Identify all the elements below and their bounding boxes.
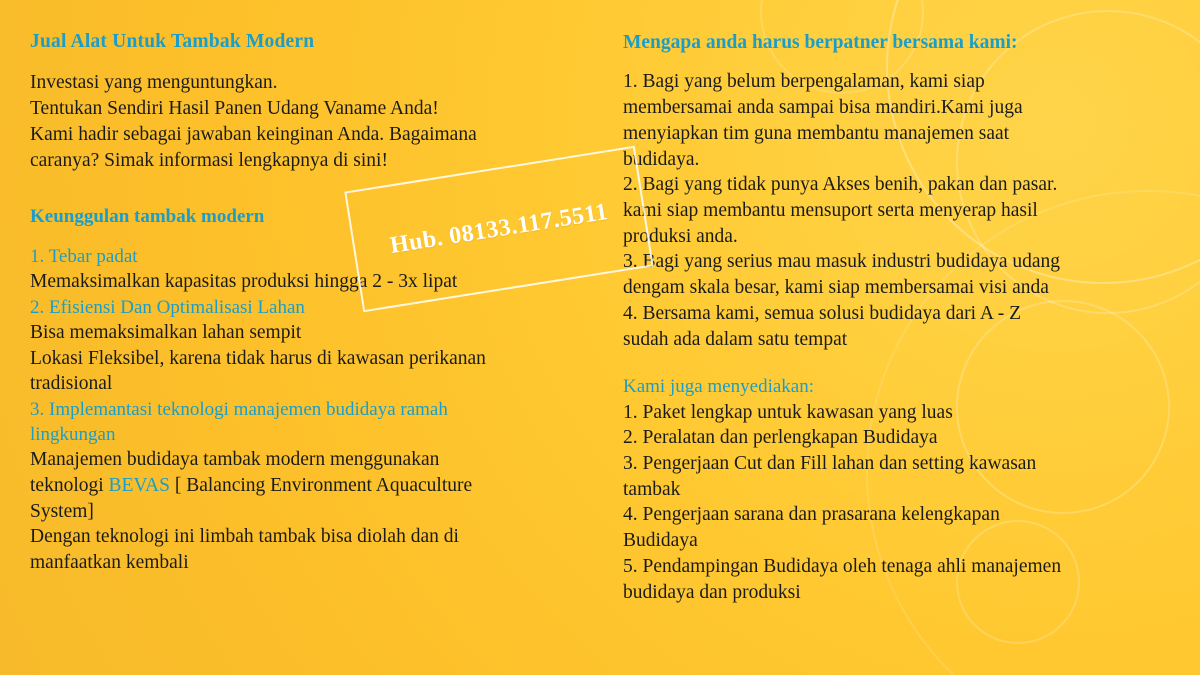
intro-line: Tentukan Sendiri Hasil Panen Udang Vaname Anda! bbox=[30, 98, 439, 120]
reason-line: kami siap membantu mensuport serta menyerap hasil bbox=[623, 200, 1038, 222]
service-line: 2. Peralatan dan perlengkapan Budidaya bbox=[623, 427, 938, 449]
point-2-line: Bisa memaksimalkan lahan sempit bbox=[30, 321, 302, 343]
services-list bbox=[623, 400, 1174, 606]
intro-paragraph bbox=[30, 70, 581, 173]
reason-line: dengam skala besar, kami siap membersamai visi anda bbox=[623, 277, 1049, 299]
service-line: tambak bbox=[623, 478, 681, 500]
left-column bbox=[30, 30, 581, 665]
point-3-tech-line bbox=[30, 473, 581, 499]
service-line: 5. Pendampingan Budidaya oleh tenaga ahli manajemen bbox=[623, 555, 1062, 577]
reason-line: 4. Bersama kami, semua solusi budidaya dari A - Z bbox=[623, 302, 1022, 324]
point-2-line: Lokasi Fleksibel, karena tidak harus di kawasan perikanan bbox=[30, 347, 486, 369]
point-3-line: Manajemen budidaya tambak modern menggunakan bbox=[30, 449, 440, 471]
service-line: 4. Pengerjaan sarana dan prasarana kelengkapan bbox=[623, 504, 1000, 526]
point-1 bbox=[30, 244, 581, 295]
point-2-label: 2. Efisiensi Dan Optimalisasi Lahan bbox=[30, 296, 305, 318]
section-title-keunggulan: Keunggulan tambak modern bbox=[30, 206, 265, 228]
reason-line: membersamai anda sampai bisa mandiri.Kami juga bbox=[623, 97, 1023, 119]
reasons-list bbox=[623, 69, 1174, 352]
section-title-menyediakan: Kami juga menyediakan: bbox=[623, 376, 814, 398]
point-3-tech-line-wrap: System] bbox=[30, 500, 94, 522]
intro-line: Investasi yang menguntungkan. bbox=[30, 72, 278, 94]
page-title: Jual Alat Untuk Tambak Modern bbox=[30, 31, 315, 52]
spacer bbox=[623, 352, 1174, 374]
reason-line: produksi anda. bbox=[623, 225, 738, 247]
point-2-line: tradisional bbox=[30, 373, 113, 395]
point-3 bbox=[30, 397, 581, 576]
section-title-mengapa: Mengapa anda harus berpatner bersama kami: bbox=[623, 32, 1018, 53]
point-3-label-wrap: lingkungan bbox=[30, 424, 116, 446]
reason-line: sudah ada dalam satu tempat bbox=[623, 328, 848, 350]
service-line: 1. Paket lengkap untuk kawasan yang luas bbox=[623, 401, 953, 423]
reason-line: budidaya. bbox=[623, 148, 700, 170]
tech-line-suffix: [ Balancing Environment Aquaculture bbox=[169, 474, 473, 496]
service-line: 3. Pengerjaan Cut dan Fill lahan dan setting kawasan bbox=[623, 452, 1037, 474]
point-3-closing: Dengan teknologi ini limbah tambak bisa diolah dan di bbox=[30, 526, 459, 548]
spacer bbox=[30, 191, 581, 205]
service-line: budidaya dan produksi bbox=[623, 581, 801, 603]
right-column bbox=[623, 30, 1174, 665]
tech-line-prefix: teknologi bbox=[30, 474, 109, 496]
point-3-closing: manfaatkan kembali bbox=[30, 552, 189, 574]
point-1-label: 1. Tebar padat bbox=[30, 246, 138, 267]
point-3-label: 3. Implemantasi teknologi manajemen budidaya ramah bbox=[30, 399, 448, 421]
point-2 bbox=[30, 295, 581, 397]
point-1-line: Memaksimalkan kapasitas produksi hingga 2 - 3x lipat bbox=[30, 271, 458, 293]
reason-line: menyiapkan tim guna membantu manajemen saat bbox=[623, 122, 1010, 144]
intro-line: caranya? Simak informasi lengkapnya di sini! bbox=[30, 149, 388, 171]
reason-line: 3. Bagi yang serius mau masuk industri budidaya udang bbox=[623, 251, 1061, 273]
contact-phone-text: Hub. 08133.117.5511 bbox=[388, 198, 610, 259]
reason-line: 2. Bagi yang tidak punya Akses benih, pakan dan pasar. bbox=[623, 174, 1058, 196]
tech-name-bevas: BEVAS bbox=[108, 474, 170, 496]
service-line: Budidaya bbox=[623, 530, 698, 552]
intro-line: Kami hadir sebagai jawaban keinginan Anda. Bagaimana bbox=[30, 123, 477, 145]
reason-line: 1. Bagi yang belum berpengalaman, kami siap bbox=[623, 71, 985, 93]
